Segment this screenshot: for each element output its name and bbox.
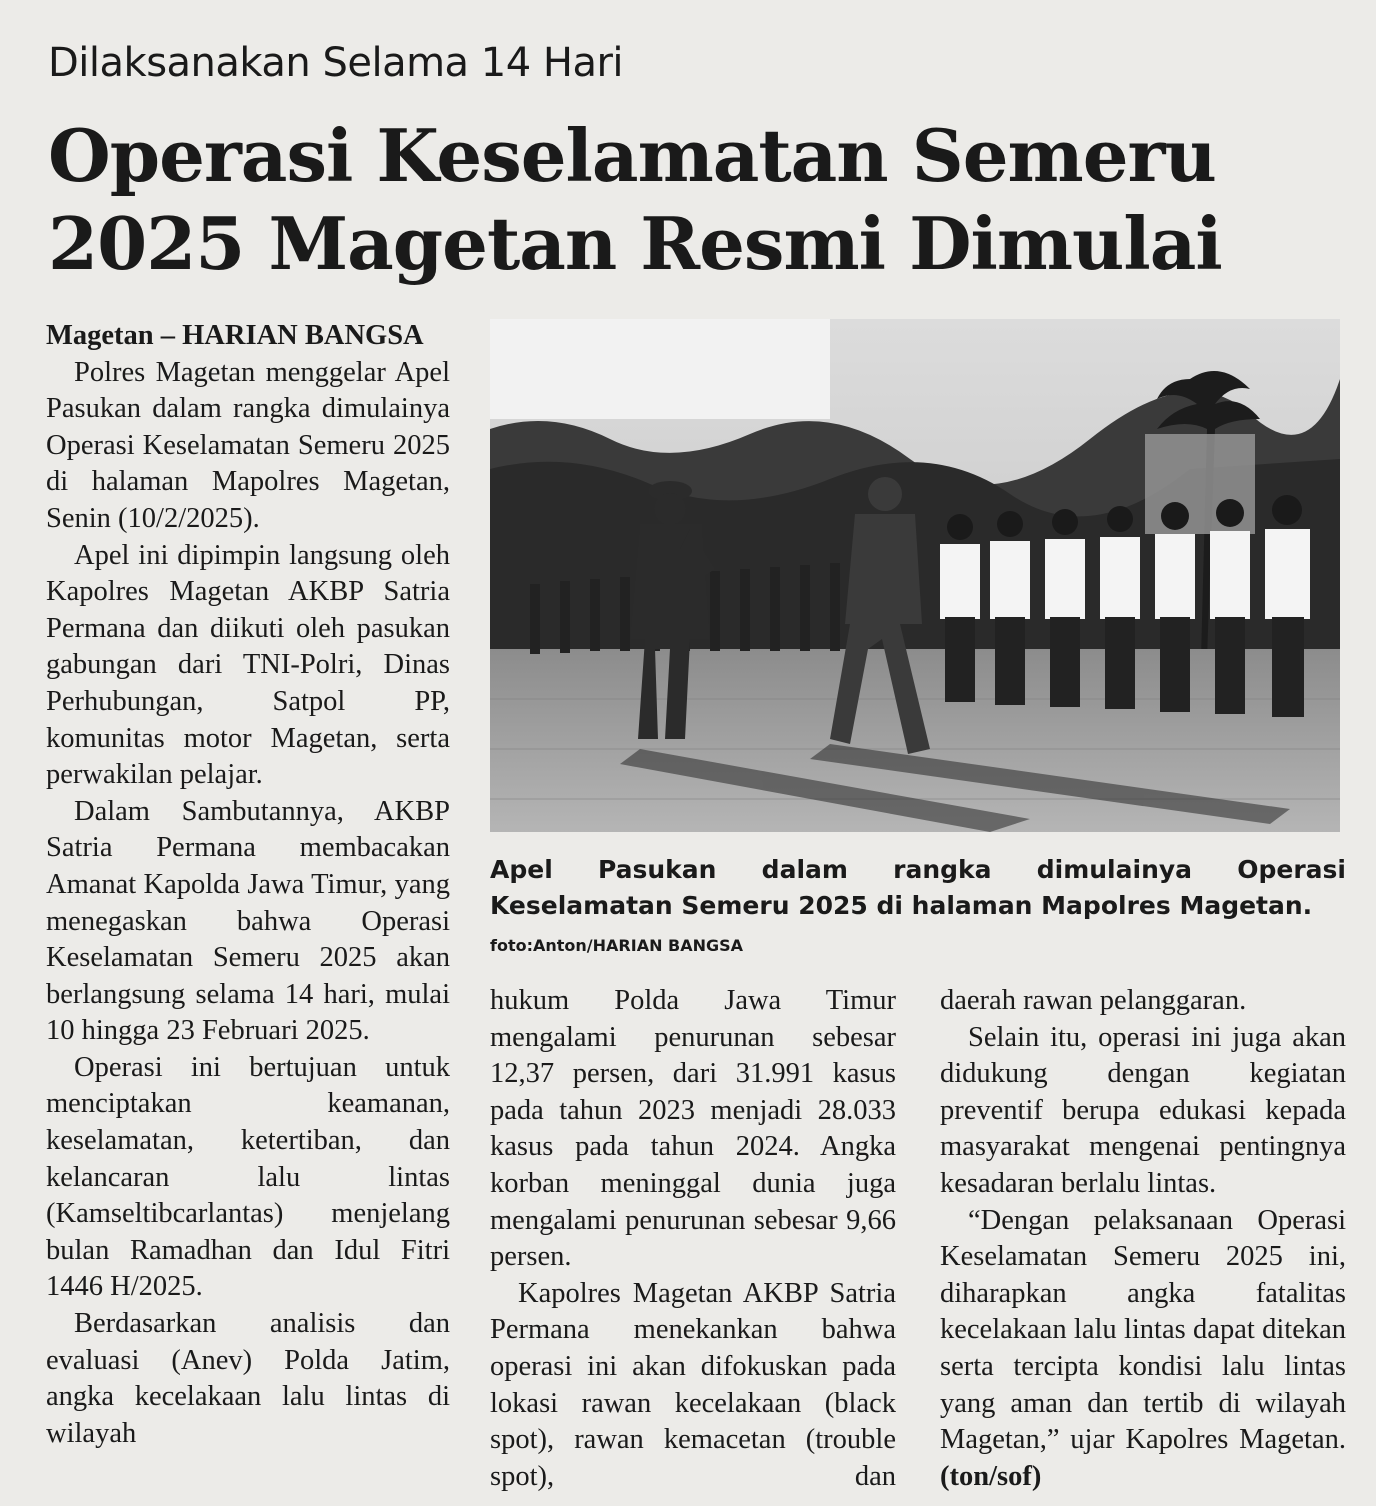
paragraph-2: Apel ini dipimpin langsung oleh Kapolres Magetan AKBP Satria Permana dan diikuti oleh pasukan gabungan dari TNI-Polri, Dinas Perhubungan, Satpol PP, komunitas motor Magetan, serta perwakilan pelajar.: [46, 539, 450, 791]
paragraph-3: Dalam Sambutannya, AKBP Satria Permana membacakan Amanat Kapolda Jawa Timur, yang menegaskan bahwa Operasi Keselamatan Semeru 2025 akan berlangsung selama 14 hari, mulai 10 hingga 23 Februari 2025.: [46, 795, 450, 1047]
paragraph-7: Kapolres Magetan AKBP Satria Permana menekankan bahwa operasi ini akan difokuskan pada lokasi rawan kecelakaan (black spot), rawan kemacetan (trouble spot), dan: [490, 1277, 896, 1492]
author-signature: (ton/sof): [940, 1460, 1042, 1492]
closing-quote: “Dengan pelaksanaan Operasi Keselamatan Semeru 2025 ini, diharapkan angka fatalitas kecelakaan lalu lintas dapat ditekan serta tercipta kondisi lalu lintas yang aman dan tertib di wilayah Magetan,” ujar Kapolres Magetan.: [940, 1204, 1346, 1456]
column-1: [46, 318, 450, 1452]
paragraph-10: [940, 1203, 1346, 1496]
paragraph-9: Selain itu, operasi ini juga akan didukung dengan kegiatan preventif berupa edukasi kepada masyarakat mengenai pentingnya kesadaran berlalu lintas.: [940, 1021, 1346, 1199]
dateline: Magetan – HARIAN BANGSA: [46, 320, 424, 351]
paragraph-6: hukum Polda Jawa Timur mengalami penurunan sebesar 12,37 persen, dari 31.991 kasus pada tahun 2023 menjadi 28.033 kasus pada tahun 2024. Angka korban meninggal dunia juga mengalami penurunan sebesar 9,66 persen.: [490, 985, 896, 1273]
photo-illustration: [490, 319, 1340, 832]
paragraph-1: Polres Magetan menggelar Apel Pasukan dalam rangka dimulainya Operasi Keselamatan Semeru 2025 di halaman Mapolres Magetan, Senin (10/2/2025).: [46, 356, 450, 534]
news-photo: [490, 319, 1340, 832]
photo-credit: foto:Anton/HARIAN BANGSA: [490, 936, 744, 955]
headline: Operasi Keselamatan Semeru 2025 Magetan Resmi Dimulai: [48, 113, 1222, 286]
column-3: [940, 983, 1346, 1495]
paragraph-8: daerah rawan pelanggaran.: [940, 985, 1247, 1016]
paragraph-5: Berdasarkan analisis dan evaluasi (Anev) Polda Jatim, angka kecelakaan lalu lintas di wilayah: [46, 1308, 450, 1449]
column-2: [490, 983, 896, 1495]
photo-caption: Apel Pasukan dalam rangka dimulainya Operasi Keselamatan Semeru 2025 di halaman Mapolres Magetan.: [490, 855, 1346, 920]
kicker: Dilaksanakan Selama 14 Hari: [48, 40, 624, 86]
paragraph-4: Operasi ini bertujuan untuk menciptakan keamanan, keselamatan, ketertiban, dan kelancaran lalu lintas (Kamseltibcarlantas) menjelang bulan Ramadhan dan Idul Fitri 1446 H/2025.: [46, 1051, 450, 1303]
